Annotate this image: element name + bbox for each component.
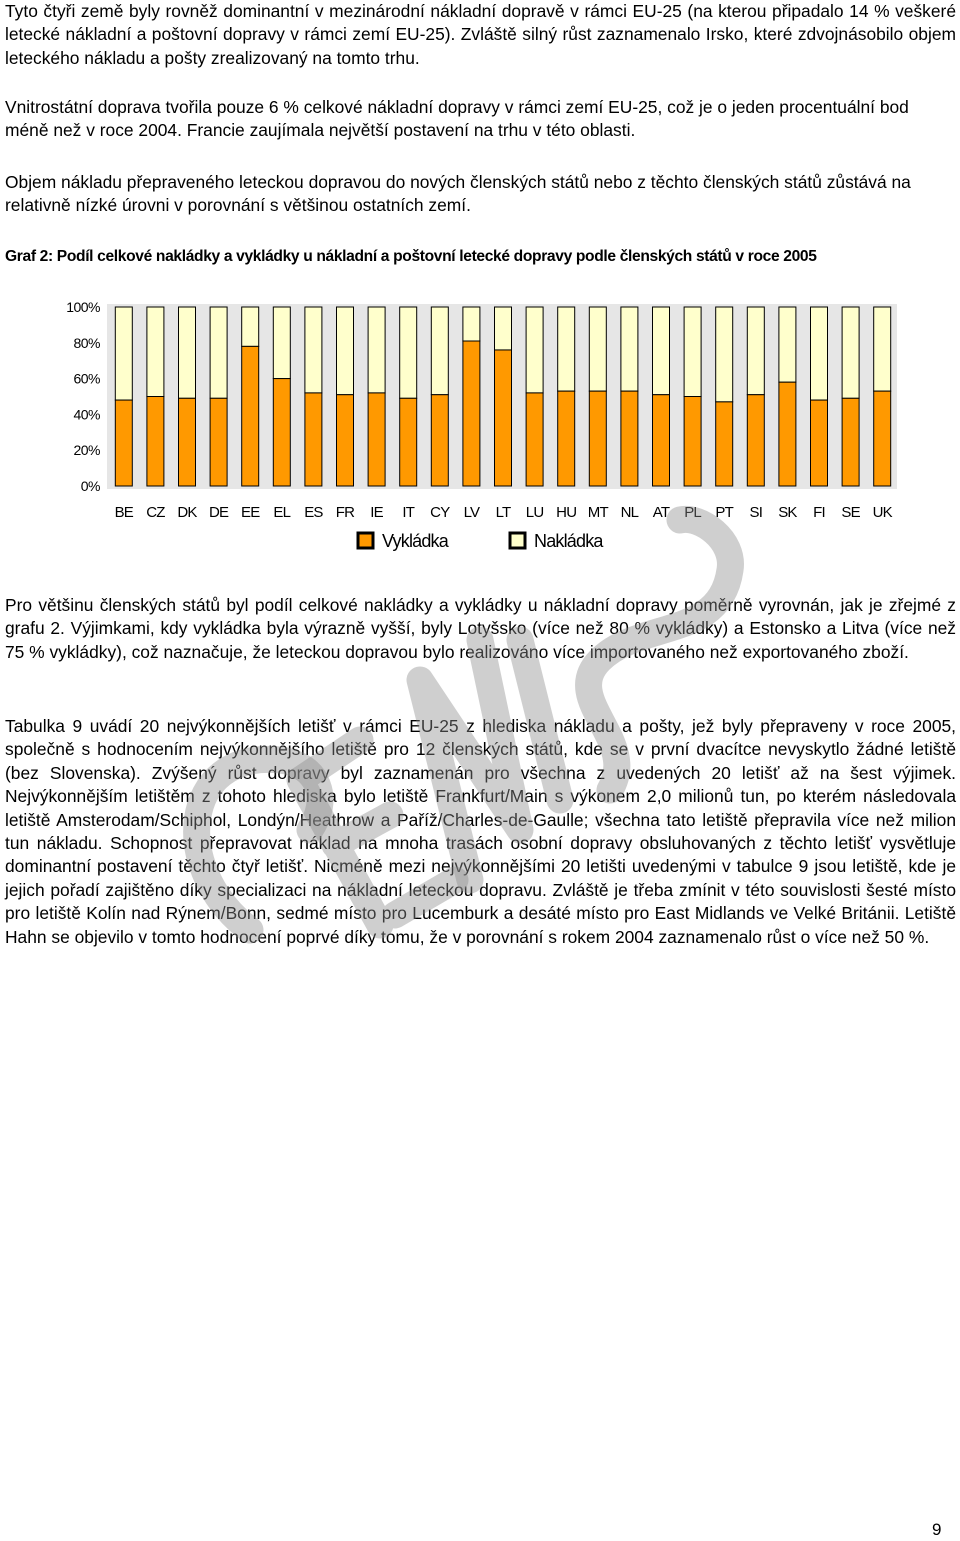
bar-nakladka-lu	[526, 307, 543, 393]
x-tick-label: AT	[652, 504, 670, 521]
x-tick-label: IT	[402, 504, 415, 521]
bar-nakladka-es	[305, 307, 322, 393]
bar-vykladka-lu	[526, 393, 543, 486]
bar-nakladka-fr	[337, 307, 354, 395]
x-tick-label: BE	[114, 504, 134, 521]
paragraph-new-member-states: Objem nákladu přepraveného leteckou dopravou do nových členských států nebo z těchto členských států zůstává na relativně nízké úrovni v porovnání s většinou ostatních zemí.	[5, 172, 911, 216]
x-tick-label: ES	[304, 504, 323, 521]
bar-vykladka-el	[273, 379, 290, 486]
bar-nakladka-mt	[589, 307, 606, 391]
x-tick-label: SK	[778, 504, 797, 521]
bar-vykladka-be	[115, 400, 132, 486]
bar-vykladka-hu	[558, 391, 575, 486]
x-tick-label: MT	[587, 504, 608, 521]
bar-nakladka-de	[210, 307, 227, 398]
bar-vykladka-lt	[495, 350, 512, 486]
bar-nakladka-dk	[179, 307, 196, 398]
x-tick-label: UK	[872, 504, 892, 521]
bar-nakladka-pt	[716, 307, 733, 402]
bar-nakladka-fi	[811, 307, 828, 400]
paragraph-domestic-freight: Vnitrostátní doprava tvořila pouze 6 % celkové nákladní dopravy v rámci zemí EU-25, což je o jeden procentuální bod méně než v roce 2004. Francie zaujímala největší postavení na trhu v této oblasti.	[5, 97, 909, 141]
x-tick-label: DK	[177, 504, 197, 521]
x-tick-label: SE	[841, 504, 860, 521]
bar-vykladka-at	[653, 395, 670, 486]
stacked-bar-chart	[55, 290, 905, 562]
x-tick-label: EL	[273, 504, 291, 521]
bar-nakladka-ie	[368, 307, 385, 393]
figure-caption: Graf 2: Podíl celkové nakládky a vykládky u nákladní a poštovní letecké dopravy podle členských států v roce 2005	[5, 248, 817, 265]
bar-nakladka-lt	[495, 307, 512, 350]
x-tick-label: LU	[525, 504, 544, 521]
bar-vykladka-fr	[337, 395, 354, 486]
x-tick-label: SI	[749, 504, 763, 521]
bar-vykladka-si	[747, 395, 764, 486]
bar-nakladka-el	[273, 307, 290, 379]
bar-vykladka-nl	[621, 391, 638, 486]
paragraph-top-airports: Tabulka 9 uvádí 20 nejvýkonnějších letišť v rámci EU-25 z hlediska nákladu a pošty, jež byly přepraveny v roce 2005, společně s hodnocením nejvýkonnějšího letiště pro 12 členských států, kde se v první dvacítce nevyskytlo žádné letiště (bez Slovenska). Zvýšený růst dopravy byl zaznamenán pro všechna z uvedených 20 letišť až na šest výjimek. Nejvýkonnějším letištěm z tohoto hlediska bylo letiště Frankfurt/Main s výkonem 2,0 milionů tun, po kterém následovala letiště Amsterodam/Schiphol, Londýn/Heathrow a Paříž/Charles-de-Gaulle; všechna tato letiště přepravila více než milion tun nákladu. Schopnost přepravovat náklad na mnoha trasách osobní dopravy obsluhovaných z těchto letišť vysvětluje dominantní postavení těchto čtyř letišť. Nicméně mezi nejvýkonnějšími 20 letišti uvedenými v tabulce 9 jsou letiště, kde je jejich pořadí zajištěno díky specializaci na nákladní leteckou dopravu. Zvláště je třeba zmínit v této souvislosti šesté místo pro letiště Kolín nad Rýnem/Bonn, sedmé místo pro Lucemburk a desáté místo pro East Midlands ve Velké Británii. Letiště Hahn se objevilo v tomto hodnocení poprvé díky tomu, že v porovnání s rokem 2004 zaznamenalo růst o více než 50 %.	[5, 716, 956, 947]
bar-vykladka-lv	[463, 341, 480, 486]
bar-vykladka-ee	[242, 346, 259, 486]
bar-nakladka-se	[842, 307, 859, 398]
paragraph-loading-balance: Pro většinu členských států byl podíl celkové nakládky a vykládky u nákladní dopravy poměrně vyrovnán, jak je zřejmé z grafu 2. Výjimkami, kdy vykládka byla výrazně vyšší, byly Lotyšsko (více než 80 % vykládky) a Estonsko a Litva (více než 75 % vykládky), což naznačuje, že leteckou dopravou bylo realizováno více importovaného než exportovaného zboží.	[5, 595, 956, 662]
x-tick-label: PL	[684, 504, 701, 521]
y-tick-label: 100%	[66, 299, 100, 315]
y-tick-label: 60%	[73, 370, 100, 387]
x-tick-label: NL	[620, 504, 639, 521]
x-tick-label: CZ	[146, 504, 165, 521]
x-tick-label: LT	[495, 504, 511, 521]
bar-vykladka-pl	[684, 397, 701, 487]
legend-swatch-vykládka	[358, 533, 373, 548]
x-tick-label: IE	[370, 504, 383, 521]
bar-nakladka-it	[400, 307, 417, 398]
legend-label-nakládka: Nakládka	[534, 531, 603, 551]
bar-vykladka-uk	[874, 391, 891, 486]
x-tick-label: HU	[556, 504, 577, 521]
legend-label-vykládka: Vykládka	[382, 531, 448, 551]
x-tick-label: FI	[813, 504, 825, 521]
bar-vykladka-ie	[368, 393, 385, 486]
bar-nakladka-at	[653, 307, 670, 395]
bar-vykladka-es	[305, 393, 322, 486]
bar-nakladka-lv	[463, 307, 480, 341]
bar-vykladka-pt	[716, 402, 733, 486]
x-tick-label: DE	[208, 504, 229, 521]
y-tick-label: 80%	[73, 334, 100, 351]
bar-nakladka-hu	[558, 307, 575, 391]
y-tick-label: 40%	[73, 406, 100, 423]
bar-vykladka-sk	[779, 382, 796, 486]
legend-swatch-nakládka	[510, 533, 525, 548]
bar-nakladka-nl	[621, 307, 638, 391]
bar-vykladka-dk	[179, 398, 196, 486]
bar-vykladka-cz	[147, 397, 164, 487]
bar-vykladka-it	[400, 398, 417, 486]
bar-nakladka-cz	[147, 307, 164, 397]
x-tick-label: CY	[430, 504, 450, 521]
bar-nakladka-uk	[874, 307, 891, 391]
x-tick-label: LV	[463, 504, 480, 521]
bar-vykladka-de	[210, 398, 227, 486]
page-number: 9	[932, 1520, 942, 1539]
y-tick-label: 20%	[73, 442, 100, 459]
bar-vykladka-se	[842, 398, 859, 486]
bar-nakladka-ee	[242, 307, 259, 346]
bar-nakladka-sk	[779, 307, 796, 382]
bar-vykladka-cy	[431, 395, 448, 486]
y-tick-label: 0%	[80, 478, 100, 494]
bar-vykladka-mt	[589, 391, 606, 486]
bar-nakladka-si	[747, 307, 764, 395]
bar-vykladka-fi	[811, 400, 828, 486]
bar-nakladka-pl	[684, 307, 701, 397]
paragraph-international-freight: Tyto čtyři země byly rovněž dominantní v mezinárodní nákladní dopravě v rámci EU-25 (na kterou připadalo 14 % veškeré letecké nákladní a poštovní dopravy v rámci zemí EU-25). Zvláště silný růst zaznamenalo Irsko, které zdvojnásobilo objem leteckého nákladu a pošty zrealizovaný na tomto trhu.	[5, 1, 956, 68]
x-tick-label: PT	[715, 504, 733, 521]
bar-nakladka-cy	[431, 307, 448, 395]
x-tick-label: EE	[240, 504, 260, 521]
x-tick-label: FR	[335, 504, 355, 521]
bar-nakladka-be	[115, 307, 132, 400]
